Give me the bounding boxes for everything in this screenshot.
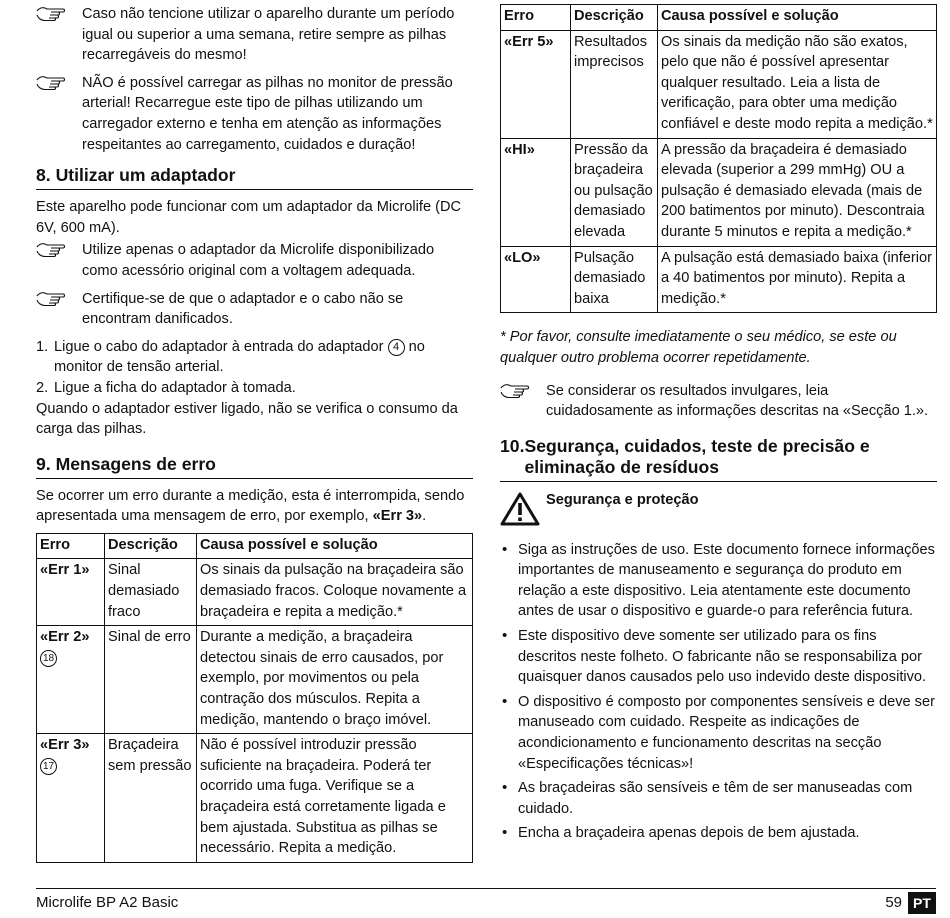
note-remove-batteries [36,4,473,66]
footer-product-name: Microlife BP A2 Basic [36,894,179,911]
circled-ref: 17 [40,758,57,775]
description-cell: Braçadeira sem pressão [105,734,197,863]
header-causa: Causa possível e solução [197,533,473,559]
step-text: Ligue o cabo do adaptador à entrada do adaptador [54,338,384,355]
intro-error-code: «Err 3» [372,508,423,525]
section-title: Mensagens de erro [55,453,216,474]
section-8-intro: Este aparelho pode funcionar com um adaptador da Microlife (DC 6V, 600 mA). [36,199,462,236]
section-number: 10. [500,435,525,456]
description-cell: Sinal demasiado fraco [105,559,197,626]
table-header-row [37,533,473,559]
safety-bullet-list [500,540,937,844]
step-text: Ligue a ficha do adaptador à tomada. [54,379,296,396]
header-erro: Erro [501,5,571,31]
header-descricao: Descrição [571,5,658,31]
section-10-heading [500,436,937,482]
header-descricao: Descrição [105,533,197,559]
note-adapter-only [36,240,473,281]
section-9-heading [36,454,473,479]
table-row [501,30,937,138]
header-causa: Causa possível e solução [658,5,937,31]
list-item [500,692,937,774]
bullet-dot-icon: • [502,824,508,842]
note-text: Utilize apenas o adaptador da Microlife disponibilizado como acessório original com a voltagem adequada. [82,242,435,279]
subheading-text: Segurança e proteção [546,491,699,508]
section-number: 8. [36,165,51,186]
error-code-cell [37,734,105,863]
bullet-dot-icon: • [502,779,508,797]
table-row [37,734,473,863]
table-row [37,626,473,734]
note-text: NÃO é possível carregar as pilhas no monitor de pressão arterial! Recarregue este tipo de pilhas utilizando um carregador externo e tenha em atenção as informações respeitantes ao carregamento, cuidados e duração! [82,74,453,153]
cause-cell: A pulsação está demasiado baixa (inferior a 40 batimentos por minuto). Repita a medição.* [658,246,937,313]
table-header-row [501,5,937,31]
error-code-cell: «Err 5» [501,30,571,138]
list-item-text: O dispositivo é composto por componentes sensíveis e deve ser manuseado com cuidado. Respeite as indicações de acondicionamento e funcionamento descritas na secção «Especificações técnicas»! [518,693,935,772]
language-badge: PT [908,892,936,914]
section-9-intro [36,486,473,527]
pointing-hand-icon [36,241,66,257]
description-cell: Resultados imprecisos [571,30,658,138]
section-title: Utilizar um adaptador [55,165,236,186]
pointing-hand-icon [36,5,66,21]
table-footnote: * Por favor, consulte imediatamente o seu médico, se este ou qualquer outro problema ocorrer repetidamente. [500,329,897,366]
bullet-dot-icon: • [502,692,508,710]
table-row [37,559,473,626]
list-item [500,778,937,819]
error-code-cell: «LO» [501,246,571,313]
list-item [500,626,937,688]
description-cell: Sinal de erro [105,626,197,734]
section-8-outro: Quando o adaptador estiver ligado, não se verifica o consumo da carga das pilhas. [36,400,458,438]
note-check-cable [36,289,473,330]
error-table-left [36,533,473,863]
list-item-text: As braçadeiras são sensíveis e têm de ser manuseadas com cuidado. [518,780,913,817]
page-number: 59 [885,894,902,911]
error-table-right [500,4,937,313]
error-code: «Err 1» [40,562,90,579]
note-text: Certifique-se de que o adaptador e o cabo não se encontram danificados. [82,290,404,328]
list-item-text: Siga as instruções de uso. Este documento fornece informações importantes de manuseamento e segurança do produto em relação a este dispositivo. Leia atentamente este documento antes de usar o dispositivo e guarde-o para referência futura. [518,541,935,620]
circled-ref: 4 [388,339,405,356]
description-cell: Pressão da braçadeira ou pulsação demasiado elevada [571,138,658,246]
error-code: «Err 3» [40,737,90,754]
safety-subheading [500,490,937,532]
section-number: 9. [36,453,51,474]
table-row [501,246,937,313]
circled-ref: 18 [40,650,57,667]
note-text: Caso não tencione utilizar o aparelho durante um período igual ou superior a uma semana, retire sempre as pilhas recarregáveis do mesmo! [82,6,455,64]
section-8-heading [36,165,473,190]
error-code: «Err 2» [40,629,90,646]
error-code-cell: «HI» [501,138,571,246]
right-column [500,4,937,848]
description-cell: Pulsação demasiado baixa [571,246,658,313]
pointing-hand-icon [36,290,66,306]
list-item [500,540,937,622]
pointing-hand-icon [500,382,530,398]
note-no-charging [36,73,473,155]
table-row [501,138,937,246]
step-2 [36,378,473,399]
intro-end: . [422,508,427,525]
list-item-text: Encha a braçadeira apenas depois de bem ajustada. [518,825,860,842]
section-title: Segurança, cuidados, teste de precisão e eliminação de resíduos [524,435,870,477]
note-unusual-results [500,381,937,422]
list-item-text: Este dispositivo deve somente ser utilizado para os fins descritos neste folheto. O fabricante não se responsabiliza por quaisquer danos causados pelo uso indevido deste dispositivo. [518,628,927,686]
header-erro: Erro [37,533,105,559]
note-text: Se considerar os resultados invulgares, leia cuidadosamente as informações descritas na «Secção 1.». [546,382,929,420]
cause-cell: Os sinais da medição não são exatos, pelo que não é possível apresentar qualquer resultado. Leia a lista de verificação, para obter uma medição confiável e deste modo repita a medição.* [658,30,937,138]
step-number: 2. [36,379,49,396]
cause-cell: A pressão da braçadeira é demasiado elevada (superior a 299 mmHg) OU a pulsação é demasiado elevada (mais de 200 batimentos por minuto). Descontraia durante 5 minutos e repita a medição.* [658,138,937,246]
bullet-dot-icon: • [502,540,508,558]
footer-rule [36,888,936,889]
bullet-dot-icon: • [502,627,508,645]
cause-cell: Os sinais da pulsação na braçadeira são demasiado fracos. Coloque novamente a braçadeira e repita a medição.* [197,559,473,626]
cause-cell: Durante a medição, a braçadeira detectou sinais de erro causados, por exemplo, por movimentos ou pela contração dos músculos. Repita a medição, mantendo o braço imóvel. [197,626,473,734]
left-column [36,4,473,863]
intro-text: Se ocorrer um erro durante a medição, esta é interrompida, sendo apresentada uma mensagem de erro, por exemplo, [36,487,465,525]
cause-cell: Não é possível introduzir pressão suficiente na braçadeira. Poderá ter ocorrido uma fuga. Verifique se a braçadeira está corretamente ligada e bem ajustada. Substitua as pilhas se necessário. Repita a medição. [197,734,473,863]
step-text: no monitor de tensão arterial. [54,338,425,376]
list-item [500,823,937,844]
error-code-cell [37,559,105,626]
error-code-cell [37,626,105,734]
warning-triangle-icon [500,492,540,526]
pointing-hand-icon [36,74,66,90]
step-1 [36,337,473,378]
step-number: 1. [36,338,49,355]
